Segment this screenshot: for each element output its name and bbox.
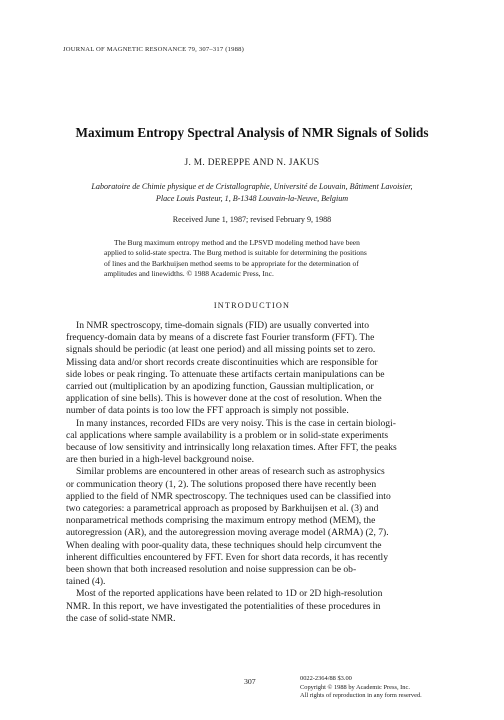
text-line: Similar problems are encountered in other areas of research such as astrophysics bbox=[76, 466, 385, 478]
affiliation-line: Laboratoire de Chimie physique et de Cristallographie, Université de Louvain, Bâtiment Lavoisier, bbox=[91, 182, 413, 191]
text-line: number of data points is too low the FFT approach is simply not possible. bbox=[66, 405, 349, 417]
text-line: application of sine bells). This is however done at the cost of resolution. When the bbox=[66, 393, 382, 405]
text-line: side lobes or peak ringing. To attenuate these artifacts certain manipulations can be bbox=[66, 368, 385, 380]
text-line: frequency-domain data by means of a discrete fast Fourier transform (FFT). The bbox=[66, 332, 375, 344]
abstract bbox=[104, 238, 402, 280]
page-number: 307 bbox=[244, 677, 256, 686]
text-line: cal applications where sample availability is a problem or in solid-state experiments bbox=[66, 429, 389, 441]
text-line: In NMR spectroscopy, time-domain signals (FID) are usually converted into bbox=[76, 320, 369, 331]
paragraph bbox=[66, 418, 438, 467]
text-line: carried out (multiplication by an apodizing function, Gaussian multiplication, or bbox=[66, 381, 374, 393]
copyright-line: Copyright © 1988 by Academic Press, Inc. bbox=[300, 683, 410, 691]
paragraph bbox=[66, 320, 438, 418]
text-line: the case of solid-state NMR. bbox=[66, 612, 176, 624]
journal-citation: JOURNAL OF MAGNETIC RESONANCE 79, 307–317 (1988) bbox=[63, 46, 244, 53]
copyright-line: All rights of reproduction in any form reserved. bbox=[300, 692, 422, 700]
text-line: tained (4). bbox=[66, 576, 106, 588]
text-line: are then buried in a high-level background noise. bbox=[66, 454, 255, 466]
text-line: nonparametrical methods comprising the maximum entropy method (MEM), the bbox=[66, 515, 376, 527]
text-line: been shown that both increased resolution and noise suppression can be ob- bbox=[66, 564, 357, 576]
paragraph bbox=[66, 466, 438, 588]
body-text bbox=[66, 320, 438, 625]
text-line: inherent difficulties encountered by FFT. Even for short data records, it has recently bbox=[66, 551, 388, 563]
text-line: When dealing with poor-quality data, these techniques should help circumvent the bbox=[66, 539, 382, 551]
abstract-line: amplitudes and linewidths. © 1988 Academic Press, Inc. bbox=[104, 269, 274, 279]
text-line: NMR. In this report, we have investigated the potentialities of these procedures in bbox=[66, 600, 381, 612]
text-line: In many instances, recorded FIDs are very noisy. This is the case in certain biologi- bbox=[76, 417, 396, 429]
text-line: signals should be periodic (at least one period) and all missing points set to zero. bbox=[66, 344, 376, 356]
text-line: applied to the field of NMR spectroscopy. The techniques used can be classified into bbox=[66, 490, 391, 502]
paragraph bbox=[66, 588, 438, 625]
abstract-line: The Burg maximum entropy method and the LPSVD modeling method have been bbox=[114, 238, 360, 247]
text-line: Missing data and/or short records create discontinuities which are responsible for bbox=[66, 356, 378, 368]
text-line: autoregression (AR), and the autoregression moving average model (ARMA) (2, 7). bbox=[66, 527, 389, 539]
copyright-notice bbox=[300, 675, 422, 701]
article-title: Maximum Entropy Spectral Analysis of NMR Signals of Solids bbox=[75, 125, 429, 140]
text-line: Most of the reported applications have been related to 1D or 2D high-resolution bbox=[76, 588, 383, 600]
abstract-line: applied to solid-state spectra. The Burg method is suitable for determining the positions bbox=[104, 248, 367, 258]
author-affiliation bbox=[90, 181, 414, 204]
text-line: or communication theory (1, 2). The solutions proposed there have recently been bbox=[66, 478, 377, 490]
text-line: two categories: a parametrical approach as proposed by Barkhuijsen et al. (3) and bbox=[66, 503, 379, 515]
affiliation-line: Place Louis Pasteur, 1, B-1348 Louvain-la-Neuve, Belgium bbox=[155, 193, 349, 203]
abstract-line: of lines and the Barkhuijsen method seems to be appropriate for the determination of bbox=[104, 258, 359, 268]
copyright-line: 0022-2364/88 $3.00 bbox=[300, 675, 352, 682]
text-line: because of low sensitivity and intrinsically long relaxation times. After FFT, the peaks bbox=[66, 442, 397, 454]
section-heading: INTRODUCTION bbox=[213, 301, 291, 310]
article-authors: J. M. DEREPPE AND N. JAKUS bbox=[184, 158, 320, 168]
received-dates: Received June 1, 1987; revised February 9, 1988 bbox=[172, 215, 332, 224]
